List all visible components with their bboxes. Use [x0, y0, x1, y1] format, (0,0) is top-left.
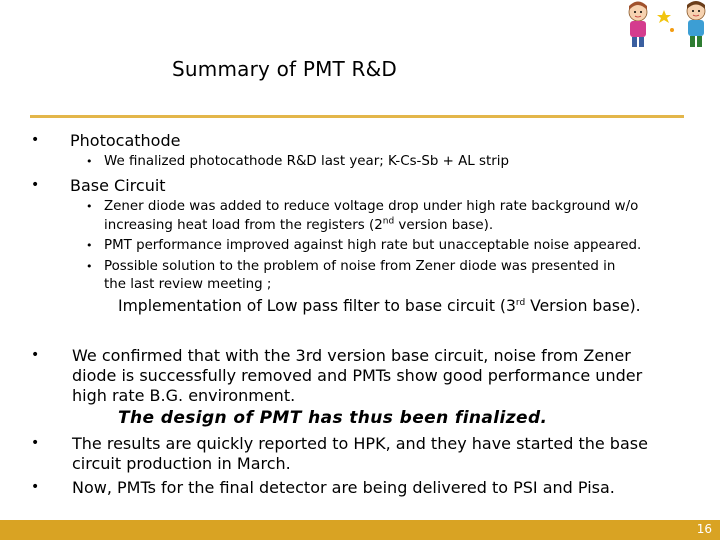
children-clipart-icon: [608, 0, 720, 50]
base-circuit-zener-line2: [104, 218, 493, 233]
implementation-tail: Version base).: [525, 297, 641, 315]
zener-line2-tail: version base).: [394, 218, 494, 233]
sub-bullet-marker: •: [86, 200, 93, 213]
results-line1: The results are quickly reported to HPK, and they have started the base: [72, 434, 648, 453]
base-circuit-zener-line1: Zener diode was added to reduce voltage drop under high rate background w/o: [104, 199, 639, 214]
confirmed-line1: We confirmed that with the 3rd version base circuit, noise from Zener: [72, 346, 631, 365]
sub-bullet-marker: •: [86, 239, 93, 252]
bullet-marker: •: [31, 479, 40, 495]
sub-bullet-marker: •: [86, 155, 93, 168]
bullet-marker: •: [31, 435, 40, 451]
confirmed-line3: high rate B.G. environment.: [72, 386, 296, 405]
sub-bullet-marker: •: [86, 260, 93, 273]
title-divider: [30, 115, 684, 118]
base-circuit-performance: PMT performance improved against high rate but unacceptable noise appeared.: [104, 238, 642, 253]
bullet-marker: •: [31, 132, 40, 148]
bullet-base-circuit-heading: Base Circuit: [70, 176, 166, 195]
base-circuit-solution-line1: Possible solution to the problem of noise from Zener diode was presented in: [104, 259, 616, 274]
ordinal-suffix: rd: [515, 297, 526, 308]
zener-line2-text: increasing heat load from the registers (2: [104, 218, 383, 233]
slide-title: Summary of PMT R&D: [172, 57, 398, 81]
page-number: 16: [696, 522, 712, 536]
delivery-line: Now, PMTs for the final detector are being delivered to PSI and Pisa.: [72, 478, 615, 497]
bullet-marker: •: [31, 347, 40, 363]
implementation-statement: [118, 297, 641, 315]
footer-bar: [0, 520, 720, 540]
bullet-photocathode-detail: We finalized photocathode R&D last year; K-Cs-Sb + AL strip: [104, 154, 509, 169]
confirmed-line2: diode is successfully removed and PMTs show good performance under: [72, 366, 643, 385]
bullet-photocathode-heading: Photocathode: [70, 131, 181, 150]
base-circuit-solution-line2: the last review meeting ;: [104, 277, 272, 292]
implementation-text: Implementation of Low pass filter to base circuit (3: [118, 297, 516, 315]
ordinal-suffix: nd: [382, 216, 395, 227]
results-line2: circuit production in March.: [72, 454, 291, 473]
bullet-marker: •: [31, 177, 40, 193]
design-finalized-statement: The design of PMT has thus been finalized.: [118, 408, 548, 428]
